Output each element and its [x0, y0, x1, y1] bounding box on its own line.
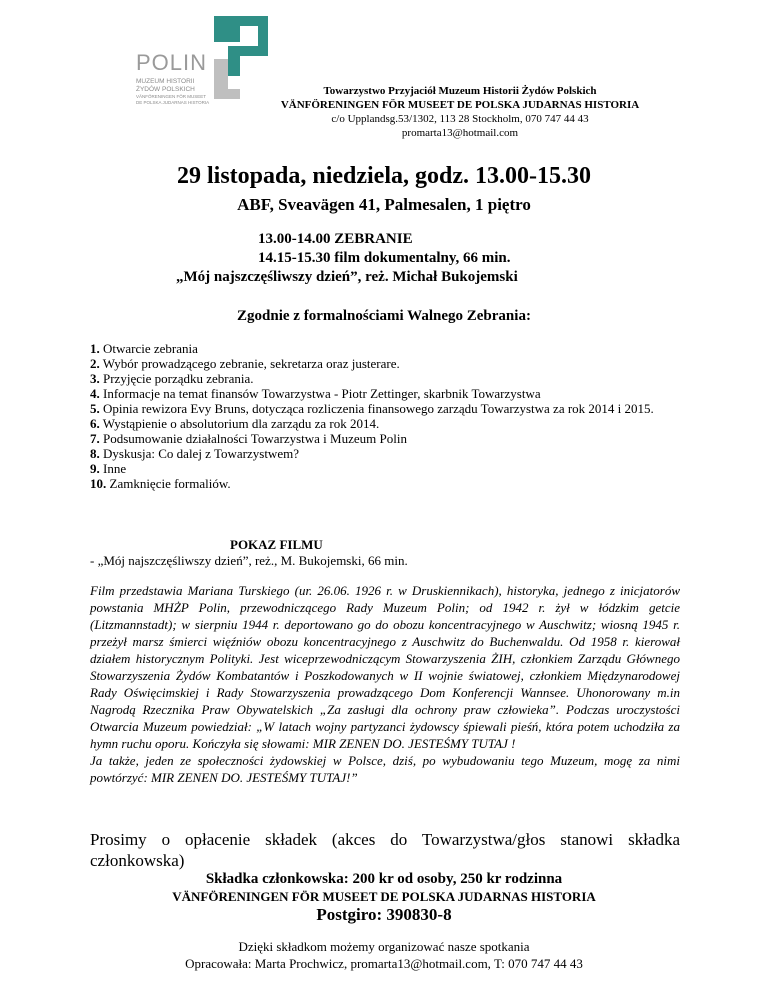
- footer-thanks: Dzięki składkom możemy organizować nasze spotkania: [238, 939, 530, 954]
- agenda-item: 8. Dyskusja: Co dalej z Towarzystwem?: [90, 446, 299, 461]
- event-date: 29 listopada, niedziela, godz. 13.00-15.30: [176, 163, 591, 189]
- film-description: [90, 582, 680, 786]
- film-description-para: Ja także, jeden ze społeczności żydowskiej w Polsce, dziś, po wybudowaniu tego Muzeum, mogę za nimi powtórzyć: MIR ZENEN DO. JESTEŚMY TUTAJ!”: [90, 753, 680, 785]
- agenda-item: 6. Wystąpienie o absolutorium dla zarządu za rok 2014.: [90, 416, 380, 431]
- membership-request: Prosimy o opłacenie składek (akces do Towarzystwa/głos stanowi składka członkowska): [90, 830, 680, 870]
- film-line: - „Mój najszczęśliwszy dzień”, reż., M. Bukojemski, 66 min.: [90, 553, 408, 568]
- agenda-list: [90, 341, 680, 491]
- logo-text: [136, 78, 216, 105]
- logo-line-2: ŻYDÓW POLSKICH: [136, 86, 195, 93]
- film-description-para: Film przedstawia Mariana Turskiego (ur. 26.06. 1926 r. w Druskiennikach), historyka, jednego z inicjatorów powstania MHŻP Polin, przewodniczącego Rady Muzeum Polin; od 1942 r. żył w łódzkim getcie (Litzmannstadt); w sierpniu 1944 r. deportowano go do obozu koncentracyjnego w Auschwitz; wiosną 1945 r. przeżył marsz śmierci więźniów obozu koncentracyjnego z Auschwitz do Buchenwaldu. Od 1958 r. kierował działem historycznym Polityki. Jest wiceprzewodniczącym Stowarzyszenia ŻIH, członkiem Zarządu Głównego Stowarzyszenia Żydów Kombatantów i Poszkodowanych w II wojnie światowej, członkiem Międzynarodowej Rady Oświęcimskiej i Rady Stowarzyszenia prowadzącego Dom Konferencji Wannsee. Uhonorowany m.in Nagrodą Rzecznika Praw Obywatelskich „Za zasługi dla ochrony praw człowieka”. Podczas uroczystości Otwarcia Muzeum powiedział: „W latach wojny partyzanci żydowscy śpiewali pieśń, która potem uchodziła za hymn ruchu oporu. Kończyła się słowami: MIR ZENEN DO. JESTEŚMY TUTAJ !: [90, 583, 680, 751]
- footer-prepared: Opracowała: Marta Prochwicz, promarta13@hotmail.com, T: 070 747 44 43: [185, 956, 583, 971]
- agenda-item: 7. Podsumowanie działalności Towarzystwa i Muzeum Polin: [90, 431, 407, 446]
- org-email[interactable]: promarta13@hotmail.com: [401, 127, 519, 139]
- logo-line-4: DE POLSKA JUDARNAS HISTORIA: [136, 99, 210, 105]
- membership-fee: Składka członkowska: 200 kr od osoby, 250 kr rodzinna: [205, 871, 563, 887]
- org-address: c/o Upplandsg.53/1302, 113 28 Stockholm, 070 747 44 43: [331, 113, 589, 125]
- logo-line-1: MUZEUM HISTORII: [136, 78, 195, 85]
- agenda-item: 2. Wybór prowadzącego zebranie, sekretarza oraz justerare.: [90, 356, 400, 371]
- agenda-item: 5. Opinia rewizora Evy Bruns, dotycząca rozliczenia finansowego zarządu Towarzystwa za rok 2014 i 2015.: [90, 401, 654, 416]
- agenda-item: 9. Inne: [90, 461, 127, 476]
- agenda-item: 4. Informacje na temat finansów Towarzystwa - Piotr Zettinger, skarbnik Towarzystwa: [90, 386, 541, 401]
- schedule-film-title: „Mój najszczęśliwszy dzień”, reż. Michał Bukojemski: [176, 269, 518, 285]
- agenda-item: 1. Otwarcie zebrania: [90, 341, 198, 356]
- agenda-item: 10. Zamknięcie formaliów.: [90, 476, 231, 491]
- logo-line-3: VÄNFÖRENINGEN FÖR MUSEET: [136, 94, 207, 99]
- film-heading: POKAZ FILMU: [230, 537, 323, 552]
- org-name-se: VÄNFÖRENINGEN FÖR MUSEET DE POLSKA JUDARNAS HISTORIA: [280, 99, 640, 111]
- membership-org: VÄNFÖRENINGEN FÖR MUSEET DE POLSKA JUDARNAS HISTORIA: [172, 889, 596, 904]
- schedule-meeting: 13.00-14.00 ZEBRANIE: [258, 231, 413, 247]
- logo-brand: POLIN: [136, 50, 208, 75]
- schedule-film: 14.15-15.30 film dokumentalny, 66 min.: [258, 250, 511, 266]
- event-venue: ABF, Sveavägen 41, Palmesalen, 1 piętro: [237, 195, 531, 214]
- agenda-item: 3. Przyjęcie porządku zebrania.: [90, 371, 254, 386]
- org-name-pl: Towarzystwo Przyjaciół Muzeum Historii Żydów Polskich: [323, 85, 597, 97]
- agenda-title: Zgodnie z formalnościami Walnego Zebrania:: [237, 308, 531, 324]
- postgiro: Postgiro: 390830-8: [316, 905, 452, 924]
